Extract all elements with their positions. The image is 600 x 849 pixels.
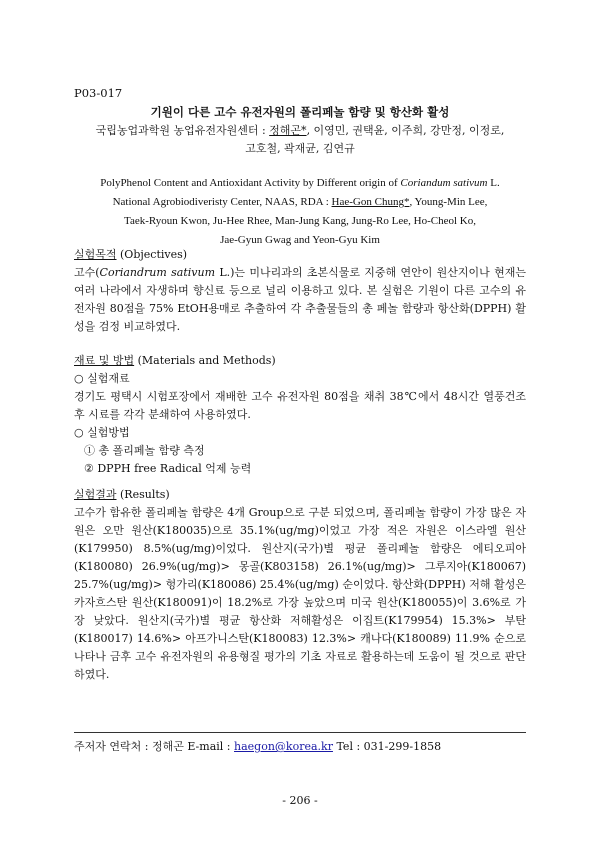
materials-text: 경기도 평택시 시험포장에서 재배한 고수 유전자원 80점을 채취 38℃에서 48시간 열풍건조 후 시료를 각각 분쇄하여 사용하였다.: [74, 390, 526, 421]
affiliation-en-rest: , Young-Min Lee,: [409, 196, 488, 208]
title-en-suffix: L.: [487, 177, 500, 189]
footer-divider: [74, 732, 526, 733]
authors-korean: [60, 122, 540, 158]
title-en-species: Coriandum sativum: [400, 177, 488, 189]
authors-en-line3: Jae-Gyun Gwag and Yeon-Gyu Kim: [220, 234, 380, 246]
authors-ko-rest: , 이영민, 권택윤, 이주희, 강만정, 이정로,: [306, 124, 505, 137]
affiliation-ko: 국립농업과학원 농업유전자원센터 :: [95, 124, 270, 137]
contact-info: [74, 738, 441, 754]
results-section: [74, 486, 526, 684]
materials-label: ○ 실험재료: [74, 372, 130, 385]
page-number: - 206 -: [282, 794, 318, 807]
corresponding-author-ko: 정해곤*: [269, 124, 307, 137]
title-english: [60, 174, 540, 250]
corresponding-author-en: Hae-Gon Chung*: [331, 196, 410, 208]
objectives-heading: 실험목적 (Objectives): [74, 248, 188, 261]
title-en-text: PolyPhenol Content and Antioxidant Activity by Different origin of: [100, 177, 401, 189]
objectives-text: 고수(Coriandrum sativum L.)는 미나리과의 초본식물로 지중해 연안이 원산지이나 현재는 여러 나라에서 자생하며 향신료 등으로 널리 이용하고 있다. 본 실험은 기원이 다른 고수의 유전자원 80점을 75% EtOH용매로 추출하여 각 추출물들의 총 페놀 함량과 항산화(DPPH) 활성을 검정 비교하였다.: [74, 266, 527, 333]
title-korean: 기원이 다른 고수 유전자원의 폴리페놀 함량 및 항산화 활성: [150, 105, 450, 119]
contact-tel: Tel : 031-299-1858: [332, 740, 442, 753]
authors-en-line2: Taek-Ryoun Kwon, Ju-Hee Rhee, Man-Jung Kang, Jung-Ro Lee, Ho-Cheol Ko,: [124, 215, 476, 227]
affiliation-en: National Agrobiodiveristy Center, NAAS, RDA :: [112, 196, 332, 208]
poster-id: P03-017: [74, 86, 123, 100]
methods-label: ○ 실험방법: [74, 426, 130, 439]
authors-ko-line2: 고호철, 곽재균, 김연규: [245, 142, 355, 155]
contact-label: 주저자 연락처 : 정해곤 E-mail :: [74, 740, 235, 753]
objectives-section: [74, 246, 526, 336]
method-item-1: ① 총 폴리페놀 함량 측정: [84, 444, 205, 457]
email-link[interactable]: haegon@korea.kr: [234, 740, 333, 753]
method-item-2: ② DPPH free Radical 억제 능력: [84, 462, 252, 475]
methods-section: [74, 352, 526, 478]
methods-heading: 재료 및 방법 (Materials and Methods): [74, 354, 276, 367]
results-heading: 실험결과 (Results): [74, 488, 170, 501]
results-text: 고수가 함유한 폴리페놀 함량은 4개 Group으로 구분 되었으며, 폴리페놀 함량이 가장 많은 자원은 오만 원산(K180035)으로 35.1%(ug/mg)이었고 가장 적은 자원은 이스라엘 원산(K179950) 8.5%(ug/mg)이었다. 원산지(국가)별 평균 폴리페놀 함량은 에티오피아(K180080) 26.9%(ug/mg)> 몽골(K803158) 26.1%(ug/mg)> 그루지아(K180067) 25.7%(ug/mg)> 헝가리(K180086) 25.4%(ug/mg) 순이었다. 항산화(DPPH) 저해 활성은 카자흐스탄 원산(K180091)이 18.2%로 가장 높았으며 미국 원산(K180055)이 3.6%로 가장 낮았다. 원산지(국가)별 평균 항산화 저해활성은 이집트(K179954) 15.3%> 부탄(K180017) 14.6%> 아프가니스탄(K180083) 12.3%> 캐나다(K180089) 11.9% 순으로 나타나 금후 고수 유전자원의 유용형질 평가의 기초 자료로 활용하는데 도움이 될 것으로 판단하였다.: [74, 506, 526, 681]
